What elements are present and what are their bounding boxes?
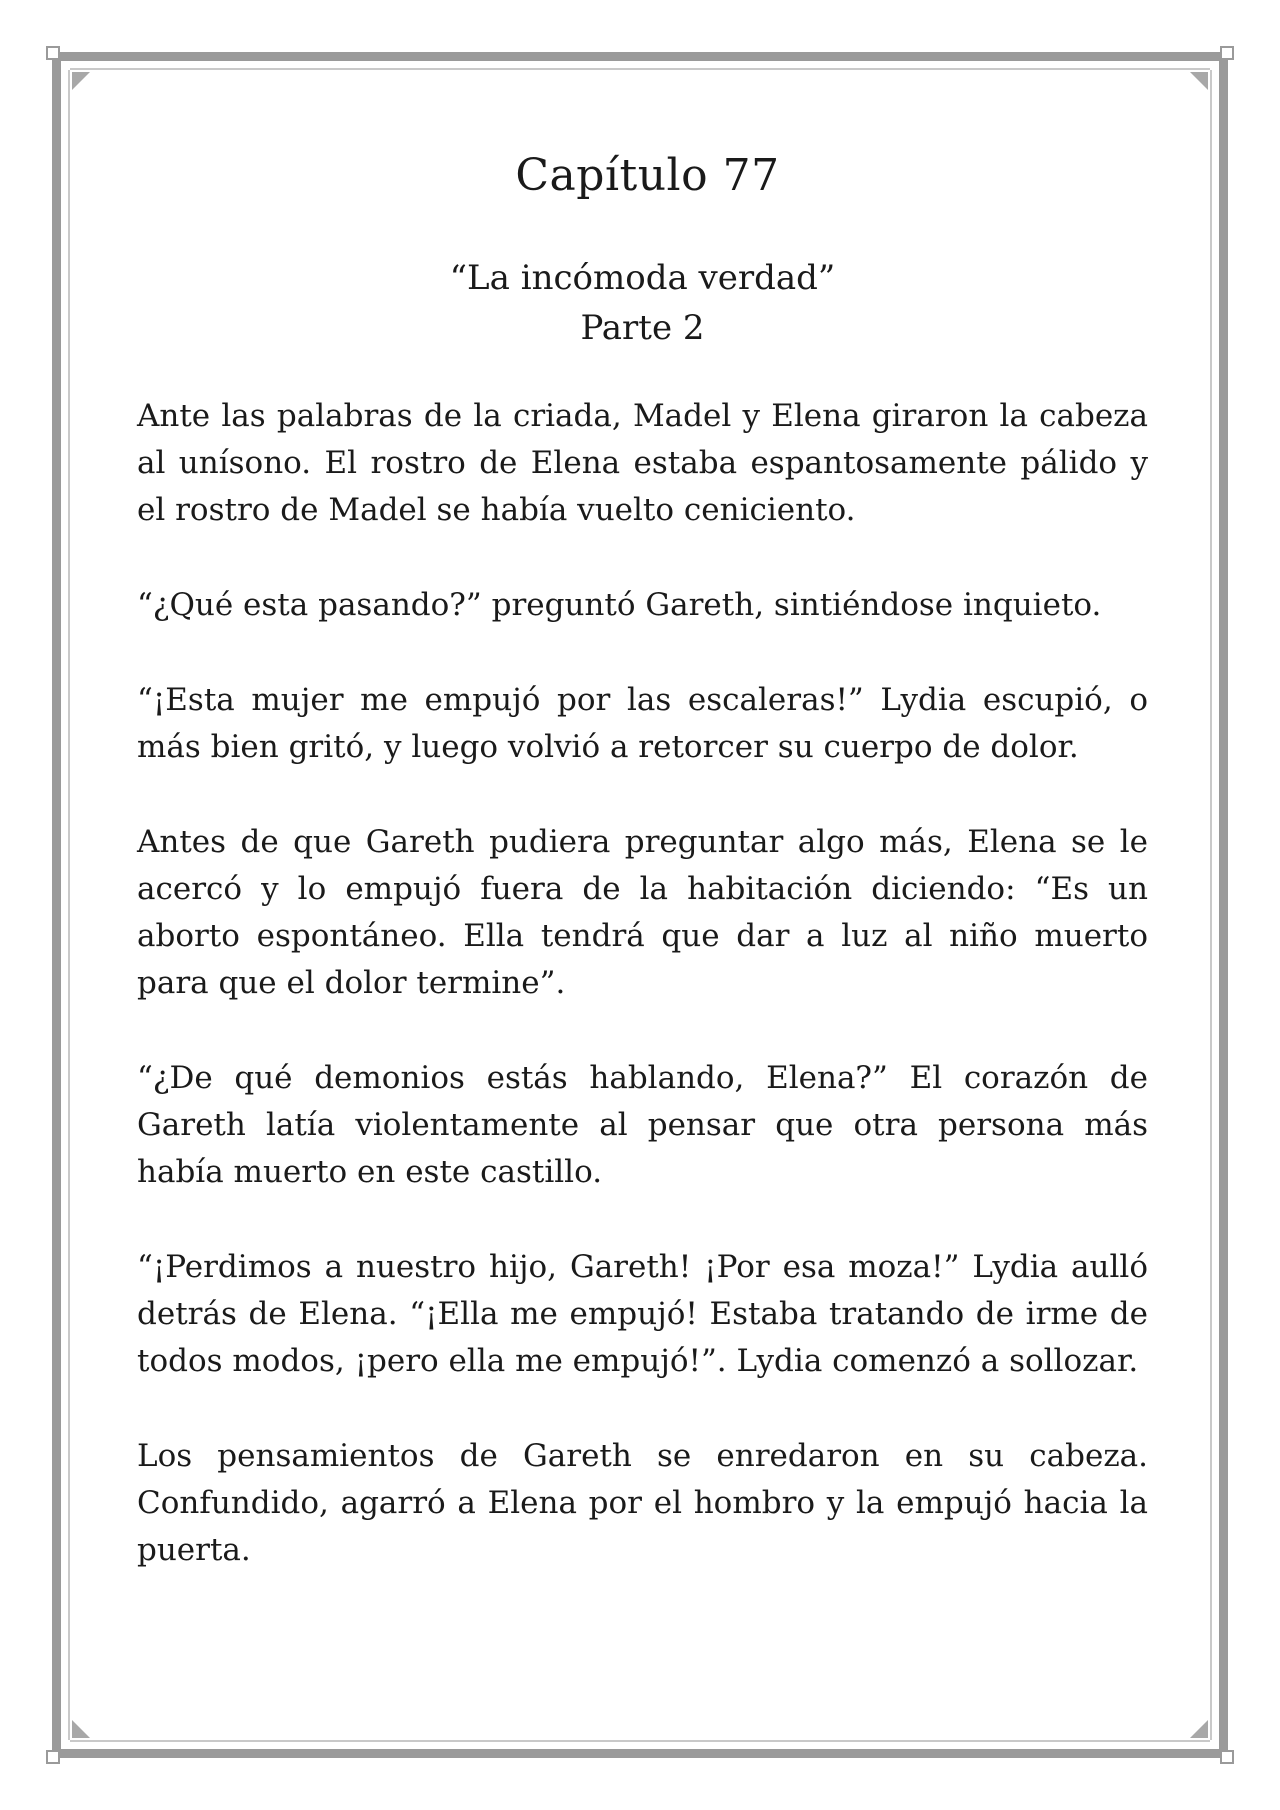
paragraph: Los pensamientos de Gareth se enredaron en su cabeza. Confundido, agarró a Elena por el hombro y la empujó hacia la puerta. <box>137 1438 1148 1568</box>
corner-triangle-top-right <box>1190 72 1208 90</box>
inner-border-top <box>70 68 1210 70</box>
border-left <box>52 52 61 1758</box>
corner-ornament-top-left <box>46 46 60 60</box>
paragraph: “¿Qué esta pasando?” preguntó Gareth, sintiéndose inquieto. <box>137 587 1102 623</box>
chapter-title: Capítulo 77 <box>515 150 780 201</box>
subtitle-line-1: “La incómoda verdad” <box>449 258 836 298</box>
corner-triangle-bottom-left <box>72 1720 90 1738</box>
corner-ornament-bottom-right <box>1220 1750 1234 1764</box>
corner-triangle-top-left <box>72 72 90 90</box>
inner-border-bottom <box>70 1740 1210 1742</box>
border-right <box>1219 52 1228 1758</box>
paragraph: Ante las palabras de la criada, Madel y Elena giraron la cabeza al unísono. El rostro de Elena estaba espantosamente pálido y el rostro de Madel se había vuelto ceniciento. <box>137 398 1148 528</box>
chapter-subtitle <box>137 253 1148 353</box>
paragraph: “¿De qué demonios estás hablando, Elena?” El corazón de Gareth latía violentamente al pensar que otra persona más había muerto en este castillo. <box>137 1060 1148 1190</box>
paragraph: “¡Esta mujer me empujó por las escaleras!” Lydia escupió, o más bien gritó, y luego volvió a retorcer su cuerpo de dolor. <box>137 682 1148 765</box>
corner-ornament-bottom-left <box>46 1750 60 1764</box>
subtitle-line-2: Parte 2 <box>580 308 705 348</box>
inner-border-left <box>68 70 70 1740</box>
corner-ornament-top-right <box>1220 46 1234 60</box>
border-bottom <box>52 1749 1228 1758</box>
paragraph: Antes de que Gareth pudiera preguntar algo más, Elena se le acercó y lo empujó fuera de la habitación diciendo: “Es un aborto espontáneo. Ella tendrá que dar a luz al niño muerto para que el dolor termine”. <box>137 824 1148 1001</box>
paragraph: “¡Perdimos a nuestro hijo, Gareth! ¡Por esa moza!” Lydia aulló detrás de Elena. “¡Ella me empujó! Estaba tratando de irme de todos modos, ¡pero ella me empujó!”. Lydia comenzó a sollozar. <box>137 1249 1148 1379</box>
page-content <box>137 150 1148 1622</box>
corner-triangle-bottom-right <box>1190 1720 1208 1738</box>
border-top <box>52 52 1228 61</box>
inner-border-right <box>1210 70 1212 1740</box>
